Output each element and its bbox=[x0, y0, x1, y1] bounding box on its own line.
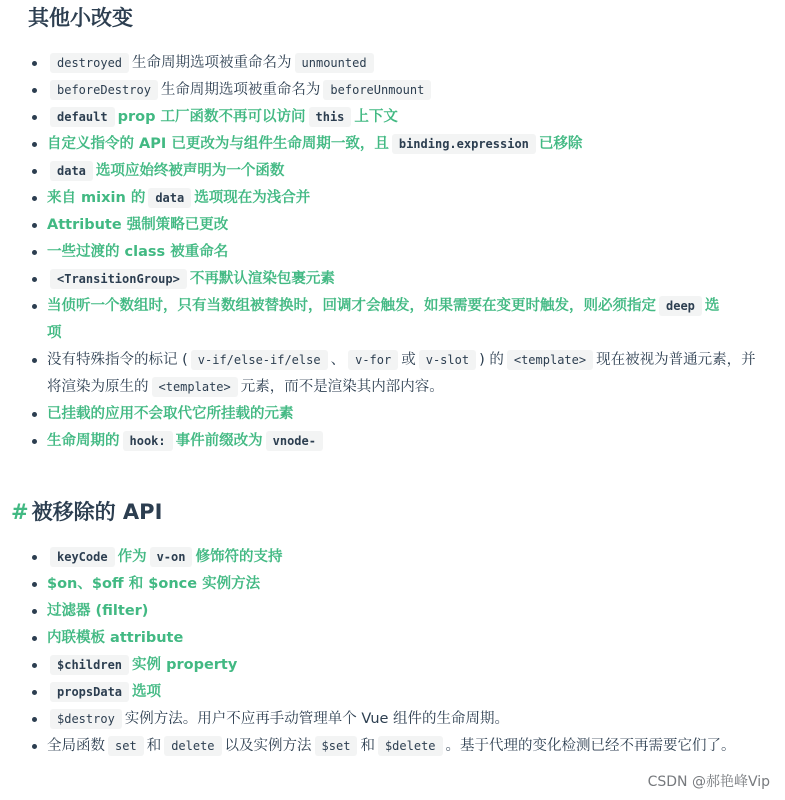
inline-code: propsData bbox=[50, 682, 129, 702]
item-text: 元素，而不是渲染其内部内容。 bbox=[240, 379, 444, 395]
csdn-watermark: CSDN @郝艳峰Vip bbox=[647, 774, 770, 790]
item-text: 生命周期选项被重命名为 bbox=[160, 82, 321, 98]
header-anchor-link[interactable]: # bbox=[11, 500, 29, 524]
item-text: 和 bbox=[146, 738, 162, 754]
list-item bbox=[28, 652, 768, 679]
item-text: 。基于代理的变化检测已经不再需要它们了。 bbox=[445, 738, 736, 754]
inline-code: v-if/else-if/else bbox=[191, 350, 328, 370]
item-text: 修饰符的支持 bbox=[195, 549, 283, 565]
item-text: $on、$off 和 $once 实例方法 bbox=[47, 576, 261, 592]
item-text: 全局函数 bbox=[47, 738, 105, 754]
inline-code: v-slot bbox=[419, 350, 476, 370]
list-item bbox=[28, 293, 768, 347]
item-text: prop 工厂函数不再可以访问 bbox=[117, 109, 306, 125]
item-text: 、 bbox=[330, 352, 346, 368]
item-text: 选项 bbox=[132, 684, 162, 700]
list-item bbox=[28, 266, 768, 293]
inline-code: $delete bbox=[378, 736, 443, 756]
inline-code: $children bbox=[50, 655, 129, 675]
item-text: 上下文 bbox=[354, 109, 398, 125]
other-changes-list bbox=[28, 50, 768, 455]
item-text: Attribute 强制策略已更改 bbox=[47, 217, 229, 233]
item-text: 事件前缀改为 bbox=[175, 433, 263, 449]
inline-code: unmounted bbox=[295, 53, 374, 73]
section-title-removed-api bbox=[11, 498, 162, 526]
item-text: ) 的 bbox=[479, 352, 504, 368]
item-text: 内联模板 attribute bbox=[47, 630, 184, 646]
section-title-other-changes: 其他小改变 bbox=[28, 6, 133, 30]
item-text: 实例 property bbox=[132, 657, 238, 673]
list-item bbox=[28, 212, 768, 239]
list-item bbox=[28, 104, 768, 131]
item-text: 生命周期的 bbox=[47, 433, 120, 449]
item-text: 作为 bbox=[117, 549, 147, 565]
list-item bbox=[28, 598, 768, 625]
inline-code: hook: bbox=[123, 431, 173, 451]
item-text: 自定义指令的 API 已更改为与组件生命周期一致，且 bbox=[47, 136, 389, 152]
inline-code: vnode- bbox=[266, 431, 323, 451]
list-item bbox=[28, 625, 768, 652]
item-text: 不再默认渲染包裹元素 bbox=[189, 271, 335, 287]
inline-code: <template> bbox=[152, 377, 238, 397]
list-item bbox=[28, 428, 768, 455]
item-text: 实例方法。用户不应再手动管理单个 Vue 组件的生命周期。 bbox=[124, 711, 510, 727]
item-text: 选项现在为浅合并 bbox=[194, 190, 311, 206]
removed-api-list bbox=[28, 544, 768, 760]
inline-code: v-on bbox=[150, 547, 193, 567]
item-text: 当侦听一个数组时，只有当数组被替换时，回调才会触发，如果需要在变更时触发，则必须指定 bbox=[47, 298, 656, 314]
item-text: 来自 mixin 的 bbox=[47, 190, 146, 206]
item-text: 选项 bbox=[47, 298, 720, 341]
inline-code: <template> bbox=[507, 350, 593, 370]
inline-code: $set bbox=[315, 736, 358, 756]
list-item bbox=[28, 158, 768, 185]
item-text: 或 bbox=[401, 352, 416, 368]
inline-code: data bbox=[148, 188, 191, 208]
inline-code: beforeDestroy bbox=[50, 80, 158, 100]
inline-code: keyCode bbox=[50, 547, 115, 567]
list-item bbox=[28, 544, 768, 571]
section-title-text: 被移除的 API bbox=[31, 500, 163, 524]
inline-code: <TransitionGroup> bbox=[50, 269, 187, 289]
inline-code: default bbox=[50, 107, 115, 127]
item-text: 没有特殊指令的标记 ( bbox=[47, 352, 188, 368]
item-text: 已移除 bbox=[538, 136, 583, 152]
inline-code: v-for bbox=[348, 350, 398, 370]
item-text: 选项应始终被声明为一个函数 bbox=[95, 163, 285, 179]
list-item bbox=[28, 50, 768, 77]
list-item bbox=[28, 347, 768, 401]
item-text: 和 bbox=[360, 738, 375, 754]
inline-code: binding.expression bbox=[392, 134, 536, 154]
list-item bbox=[28, 77, 768, 104]
list-item bbox=[28, 185, 768, 212]
inline-code: $destroy bbox=[50, 709, 122, 729]
item-text: 以及实例方法 bbox=[224, 738, 312, 754]
inline-code: beforeUnmount bbox=[323, 80, 431, 100]
inline-code: delete bbox=[164, 736, 221, 756]
inline-code: data bbox=[50, 161, 93, 181]
inline-code: set bbox=[108, 736, 144, 756]
inline-code: deep bbox=[659, 296, 702, 316]
item-text: 一些过渡的 class 被重命名 bbox=[47, 244, 229, 260]
list-item bbox=[28, 706, 768, 733]
list-item bbox=[28, 239, 768, 266]
inline-code: this bbox=[309, 107, 352, 127]
inline-code: destroyed bbox=[50, 53, 129, 73]
list-item bbox=[28, 131, 768, 158]
list-item bbox=[28, 401, 768, 428]
list-item bbox=[28, 571, 768, 598]
item-text: 过滤器 (filter) bbox=[47, 603, 149, 619]
item-text: 生命周期选项被重命名为 bbox=[132, 55, 292, 71]
list-item bbox=[28, 679, 768, 706]
item-text: 已挂载的应用不会取代它所挂载的元素 bbox=[47, 406, 294, 422]
item-text: 现在被视为普通元素，并将渲染为原生的 bbox=[47, 352, 756, 395]
list-item bbox=[28, 733, 768, 760]
